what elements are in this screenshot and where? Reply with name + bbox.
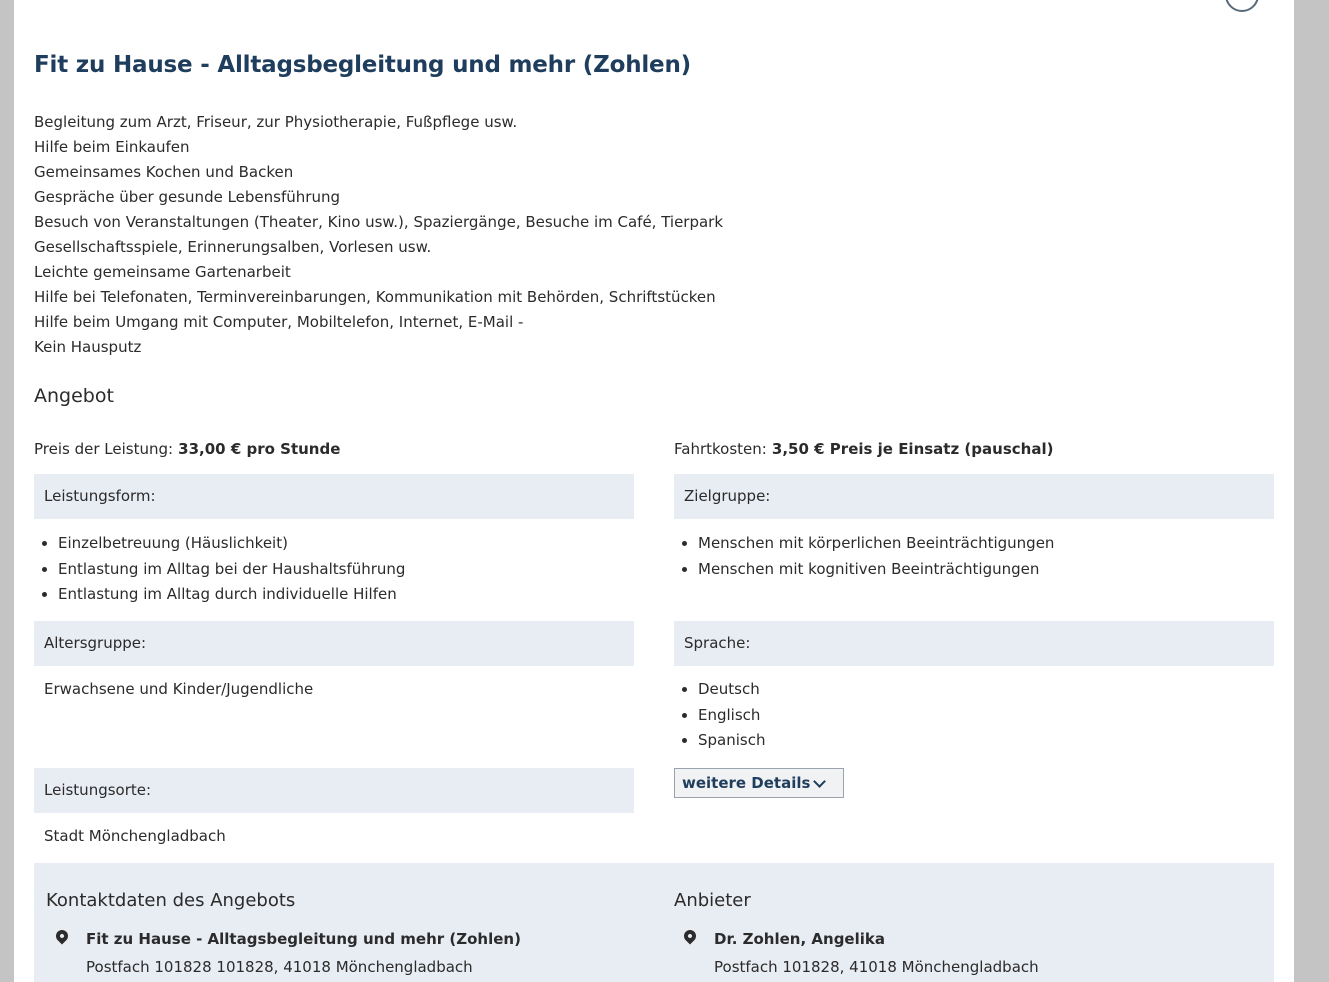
price-label: Preis der Leistung: [34,440,174,458]
sprache-list [674,677,765,754]
leistungsform-header: Leistungsform: [34,474,634,519]
list-item: • Deutsch [698,677,765,703]
location-pin-icon [682,928,699,945]
fahrtkosten-label: Fahrtkosten: [674,440,767,458]
description-line: Leichte gemeinsame Gartenarbeit [34,263,291,281]
logo-icon[interactable] [1225,0,1259,12]
contact-section [34,863,1274,982]
list-item: • Einzelbetreuung (Häuslichkeit) [58,531,405,557]
description-line: Gespräche über gesunde Lebensführung [34,188,340,206]
description-line: Hilfe beim Einkaufen [34,138,190,156]
list-item: • Menschen mit kognitiven Beeinträchtigungen [698,557,1054,583]
weitere-details-button[interactable] [674,768,844,798]
altersgruppe-value: Erwachsene und Kinder/Jugendliche [44,680,314,698]
anbieter-name: Dr. Zohlen, Angelika [714,930,885,948]
page-title: Fit zu Hause - Alltagsbegleitung und mehr (Zohlen) [34,52,691,78]
price-value: 33,00 € pro Stunde [178,440,341,458]
kontakt-name: Fit zu Hause - Alltagsbegleitung und mehr (Zohlen) [86,930,521,948]
details-button-label: weitere Details [682,774,811,792]
list-item: • Spanisch [698,728,765,754]
description-line: Gesellschaftsspiele, Erinnerungsalben, Vorlesen usw. [34,238,432,256]
description-line: Hilfe beim Umgang mit Computer, Mobiltelefon, Internet, E-Mail - [34,313,524,331]
description-line: Begleitung zum Arzt, Friseur, zur Physiotherapie, Fußpflege usw. [34,113,518,131]
description-line: Gemeinsames Kochen und Backen [34,163,294,181]
description-line: Hilfe bei Telefonaten, Terminvereinbarungen, Kommunikation mit Behörden, Schriftstücken [34,288,716,306]
list-item: • Entlastung im Alltag durch individuelle Hilfen [58,582,405,608]
leistungsform-list [34,531,405,608]
zielgruppe-header: Zielgruppe: [674,474,1274,519]
kontakt-heading: Kontaktdaten des Angebots [46,890,296,911]
page [14,0,1294,982]
fahrtkosten-row [674,439,1274,458]
list-item: • Entlastung im Alltag bei der Haushaltsführung [58,557,405,583]
anbieter-address: Postfach 101828, 41018 Mönchengladbach [714,958,1039,976]
location-pin-icon [54,928,71,945]
leistungsorte-value: Stadt Mönchengladbach [44,827,226,845]
list-item: • Englisch [698,703,765,729]
fahrtkosten-value: 3,50 € Preis je Einsatz (pauschal) [771,440,1054,458]
zielgruppe-list [674,531,1054,582]
description-line: Besuch von Veranstaltungen (Theater, Kino usw.), Spaziergänge, Besuche im Café, Tierpark [34,213,724,231]
leistungsorte-header: Leistungsorte: [34,768,634,813]
angebot-heading: Angebot [34,385,114,407]
description [34,110,723,360]
sprache-header: Sprache: [674,621,1274,666]
list-item: • Menschen mit körperlichen Beeinträchtigungen [698,531,1054,557]
chevron-down-icon [813,775,826,788]
anbieter-heading: Anbieter [674,890,751,911]
kontakt-address: Postfach 101828 101828, 41018 Mönchengladbach [86,958,473,976]
description-line: Kein Hausputz [34,338,142,356]
price-row [34,439,634,458]
altersgruppe-header: Altersgruppe: [34,621,634,666]
